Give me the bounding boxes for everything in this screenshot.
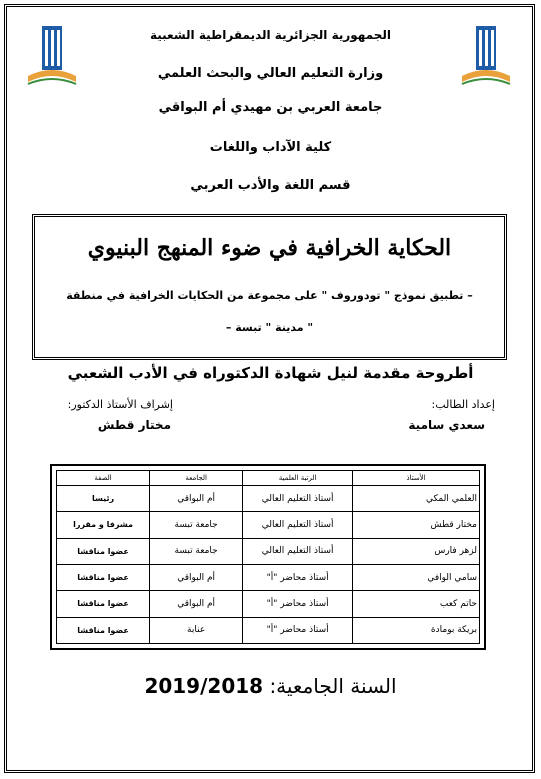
thesis-subtitle-line1: – تطبيق نموذج " تودوروف " على مجموعة من الحكايات الخرافية في منطقة bbox=[66, 289, 473, 302]
jury-role: مشرفا و مقررا bbox=[57, 512, 150, 538]
jury-university: أم البواقي bbox=[150, 564, 243, 590]
jury-university: عنابة bbox=[150, 617, 243, 643]
ministry-heading: وزارة التعليم العالي والبحث العلمي bbox=[157, 66, 384, 81]
jury-name: حاتم كعب bbox=[353, 591, 480, 617]
table-row bbox=[57, 486, 480, 512]
jury-name: لزهر فارس bbox=[353, 538, 480, 564]
republic-heading: الجمهورية الجزائرية الديمقراطية الشعبية bbox=[149, 28, 392, 42]
jury-university: جامعة تبسة bbox=[150, 538, 243, 564]
header-professor: الأستاذ bbox=[353, 471, 480, 486]
jury-name: مختار قطش bbox=[353, 512, 480, 538]
academic-year bbox=[0, 674, 541, 698]
supervisor-name: مختار قطش bbox=[97, 418, 171, 432]
jury-role: عضوا مناقشا bbox=[57, 591, 150, 617]
jury-rank: أستاذ محاضر "أ" bbox=[243, 617, 353, 643]
jury-university: أم البواقي bbox=[150, 591, 243, 617]
header-university: الجامعة bbox=[150, 471, 243, 486]
table-row bbox=[57, 512, 480, 538]
student-name: سعدي سامية bbox=[408, 418, 485, 432]
thesis-subtitle-line2: " مدينة " تبسة – bbox=[225, 321, 314, 334]
jury-rank: أستاذ محاضر "أ" bbox=[243, 591, 353, 617]
jury-university: جامعة تبسة bbox=[150, 512, 243, 538]
faculty-heading: كلية الآداب واللغات bbox=[209, 140, 332, 155]
academic-year-value: 2019/2018 bbox=[144, 674, 264, 698]
jury-university: أم البواقي bbox=[150, 486, 243, 512]
title-box bbox=[32, 214, 507, 360]
jury-rank: أستاذ التعليم العالي bbox=[243, 512, 353, 538]
jury-header-row bbox=[57, 471, 480, 486]
jury-role: عضوا مناقشا bbox=[57, 617, 150, 643]
jury-table-frame bbox=[50, 464, 486, 650]
jury-rank: أستاذ التعليم العالي bbox=[243, 486, 353, 512]
table-row bbox=[57, 617, 480, 643]
jury-rank: أستاذ التعليم العالي bbox=[243, 538, 353, 564]
university-heading: جامعة العربي بن مهيدي أم البواقي bbox=[158, 100, 383, 115]
jury-name: العلمي المكي bbox=[353, 486, 480, 512]
table-row bbox=[57, 538, 480, 564]
jury-role: عضوا مناقشا bbox=[57, 564, 150, 590]
jury-rank: أستاذ محاضر "أ" bbox=[243, 564, 353, 590]
student-label: إعداد الطالب: bbox=[431, 398, 495, 411]
header-rank: الرتبة العلمية bbox=[243, 471, 353, 486]
jury-table bbox=[56, 470, 480, 644]
table-row bbox=[57, 564, 480, 590]
supervisor-label: إشراف الأستاذ الدكتور: bbox=[67, 398, 173, 411]
thesis-description: أطروحة مقدمة لنيل شهادة الدكتوراه في الأدب الشعبي bbox=[67, 364, 474, 382]
jury-role: عضوا مناقشا bbox=[57, 538, 150, 564]
jury-name: سامي الوافي bbox=[353, 564, 480, 590]
thesis-title: الحكاية الخرافية في ضوء المنهج البنيوي bbox=[87, 235, 452, 261]
table-row bbox=[57, 591, 480, 617]
jury-role: رئيسا bbox=[57, 486, 150, 512]
academic-year-label: السنة الجامعية: bbox=[269, 674, 397, 698]
header-role: الصفة bbox=[57, 471, 150, 486]
jury-name: بريكة بومادة bbox=[353, 617, 480, 643]
department-heading: قسم اللغة والأدب العربي bbox=[190, 178, 351, 193]
page-border bbox=[4, 4, 535, 773]
